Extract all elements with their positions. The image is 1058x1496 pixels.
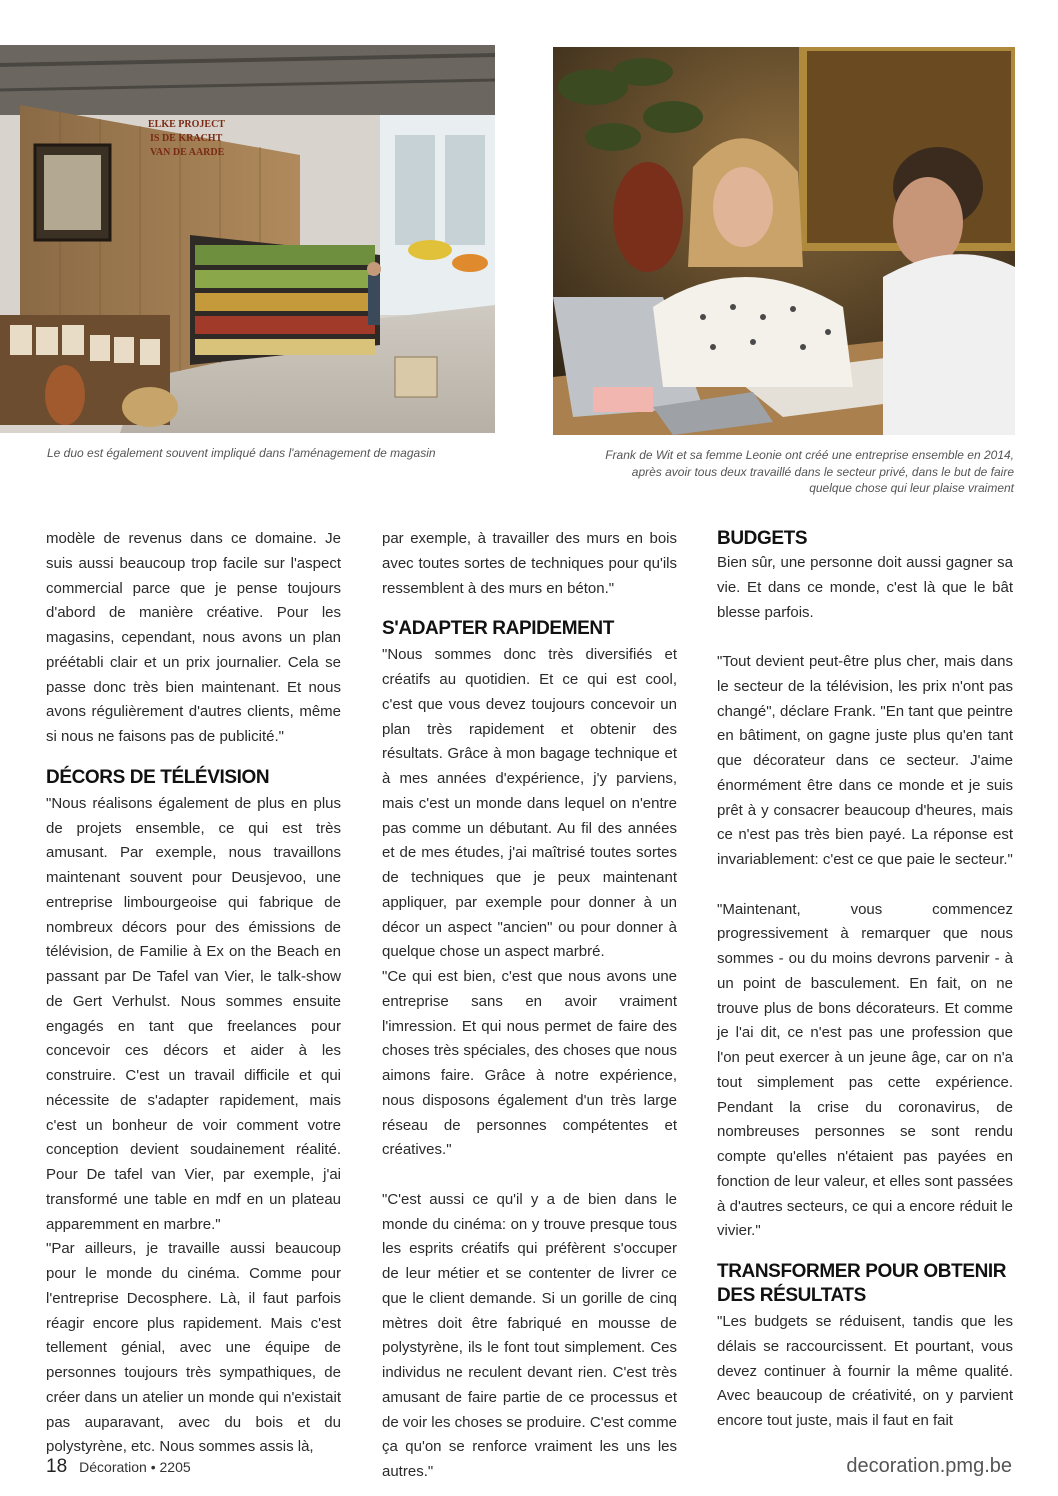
caption-right	[560, 447, 1014, 497]
sign-line-3: VAN DE AARDE	[150, 147, 225, 158]
col1-paragraph-1: modèle de revenus dans ce domaine. Je suis aussi beaucoup trop facile sur l'aspect commercial parce que je pense toujours d'abord de manière créative. Pour les magasins, cependant, nous avons un plan préétabli clair et un prix journalier. Cela se passe donc très bien maintenant. Et nous avons régulièrement d'autres clients, même si nous ne faisons pas de publicité."	[46, 530, 341, 745]
caption-right-line-1: Frank de Wit et sa femme Leonie ont créé une entreprise ensemble en 2014,	[605, 448, 1014, 462]
footer-left	[46, 1456, 191, 1478]
sign-line-1: ELKE PROJECT	[148, 119, 225, 130]
caption-right-line-3: quelque chose qui leur plaise vraiment	[809, 481, 1014, 495]
sign-line-2: IS DE KRACHT	[150, 133, 223, 144]
col3-paragraph-2: "Tout devient peut-être plus cher, mais dans le secteur de la télévision, les prix n'ont pas changé", déclare Frank. "En tant que peintre en bâtiment, on gagne juste plus qu'en tant que décorateur dans ce secteur. J'aime énormément être dans ce monde et je suis prêt à y consacrer beaucoup d'heures, mais ce n'est pas très bien payé. La réponse est invariablement: c'est ce que paie le secteur."	[717, 653, 1013, 868]
article-column-2	[382, 527, 677, 1485]
col2-paragraph-2: "Nous sommes donc très diversifiés et créatifs au quotidien. Et ce qui est cool, c'est que vous devez toujours concevoir un plan très rapidement et obtenir des résultats. Grâce à mon bagage technique et à mes années d'expérience, j'y parviens, mais c'est un monde dans lequel on n'entre pas comme un débutant. Au fil des années et de mes études, j'ai maîtrisé toutes sortes de techniques que je peux maintenant appliquer, par exemple pour donner à un décor un aspect "ancien" ou pour donner à quelque chose un aspect marbré.	[382, 646, 677, 961]
issue-label: Décoration • 2205	[79, 1459, 191, 1475]
caption-right-line-2: après avoir tous deux travaillé dans le secteur privé, dans le but de faire	[631, 464, 1014, 479]
col3-paragraph-4: "Les budgets se réduisent, tandis que les délais se raccourcissent. Et pourtant, vous devez continuer à fournir la même qualité. Avec beaucoup de créativité, on y parvient encore tout juste, mais il faut en fait	[717, 1313, 1013, 1429]
photo-store-interior	[0, 45, 495, 433]
col2-paragraph-3: "Ce qui est bien, c'est que nous avons une entreprise sans en avoir vraiment l'imression. Et qui nous permet de faire des choses très spéciales, des choses que nous aimons faire. Grâce à notre expérience, nous disposons également d'un très large réseau de personnes compétentes et créatives."	[382, 968, 677, 1159]
col3-paragraph-1: Bien sûr, une personne doit aussi gagner sa vie. Et dans ce monde, c'est là que le bât blesse parfois.	[717, 554, 1013, 621]
heading-budgets: BUDGETS	[717, 528, 808, 549]
store-illustration	[0, 45, 495, 433]
couple-illustration	[553, 47, 1015, 435]
photo-couple-working	[553, 47, 1015, 435]
heading-decors-television: DÉCORS DE TÉLÉVISION	[46, 766, 270, 788]
col2-paragraph-4: "C'est aussi ce qu'il y a de bien dans le monde du cinéma: on y trouve presque tous les esprits créatifs qui préfèrent s'occuper de leur métier et se contenter de livrer ce que le client demande. Si un gorille de cinq mètres doit être fabriqué en mousse de polystyrène, ils le font tout simplement. Ces individus ne reculent devant rien. C'est très amusant de faire partie de ce processus et de voir les choses se produire. C'est comme ça qu'on se renforce vraiment les uns les autres."	[382, 1190, 677, 1480]
article-column-1	[46, 527, 341, 1460]
col1-paragraph-3: "Par ailleurs, je travaille aussi beaucoup pour le monde du cinéma. Comme pour l'entreprise Decosphere. Là, il faut parfois réagir encore plus rapidement. Mais c'est tellement génial, avec une équipe de personnes toujours très sympathiques, de créer dans un atelier un monde qui n'existait pas auparavant, avec du bois et du polystyrène, etc. Nous sommes assis là,	[46, 1240, 341, 1456]
heading-transformer-line-2: DES RÉSULTATS	[717, 1285, 866, 1306]
heading-transformer-line-1: TRANSFORMER POUR OBTENIR	[717, 1261, 1007, 1282]
heading-transformer	[717, 1260, 1013, 1308]
col1-paragraph-2: "Nous réalisons également de plus en plus de projets ensemble, ce qui est très amusant. Par exemple, nous travaillons maintenant souvent pour Deusjevoo, une entreprise limbourgeoise qui fabrique de nombreux décors pour des émissions de télévision, de Familie à Ex on the Beach en passant par De Tafel van Vier, le talk-show de Gert Verhulst. Nous sommes ensuite engagés en tant que freelances pour concevoir ces décors et aider à les construire. C'est un travail difficile et qui nécessite de s'adapter rapidement, mais c'est un bonheur de voir comment votre conception devient soudainement réalité. Pour De tafel van Vier, par exemple, j'ai transformé une table en mdf en un plateau apparemment en marbre."	[46, 794, 341, 1233]
caption-left: Le duo est également souvent impliqué dans l'aménagement de magasin	[47, 446, 436, 460]
col2-paragraph-1: par exemple, à travailler des murs en bois avec toutes sortes de techniques pour qu'ils ressemblent à des murs en béton."	[382, 530, 677, 597]
site-url-link[interactable]: decoration.pmg.be	[846, 1455, 1012, 1477]
article-column-3	[717, 527, 1013, 1434]
heading-adapter-rapidement: S'ADAPTER RAPIDEMENT	[382, 618, 614, 640]
col3-paragraph-3: "Maintenant, vous commencez progressivement à remarquer que nous sommes - ou du moins devrons parvenir - à un point de basculement. En fait, on ne trouve plus de bons décorateurs. Et comme je l'ai dit, ce n'est pas une profession que l'on peut exercer à un jeune âge, car on n'a tout simplement pas cette expérience. Pendant la crise du coronavirus, de nombreuses personnes se sont rendu compte qu'elles n'étaient pas payées en fonction de leur valeur, et elles sont passées à d'autres secteurs, ce qui a encore réduit le vivier."	[717, 900, 1013, 1240]
page-number: 18	[46, 1456, 68, 1477]
